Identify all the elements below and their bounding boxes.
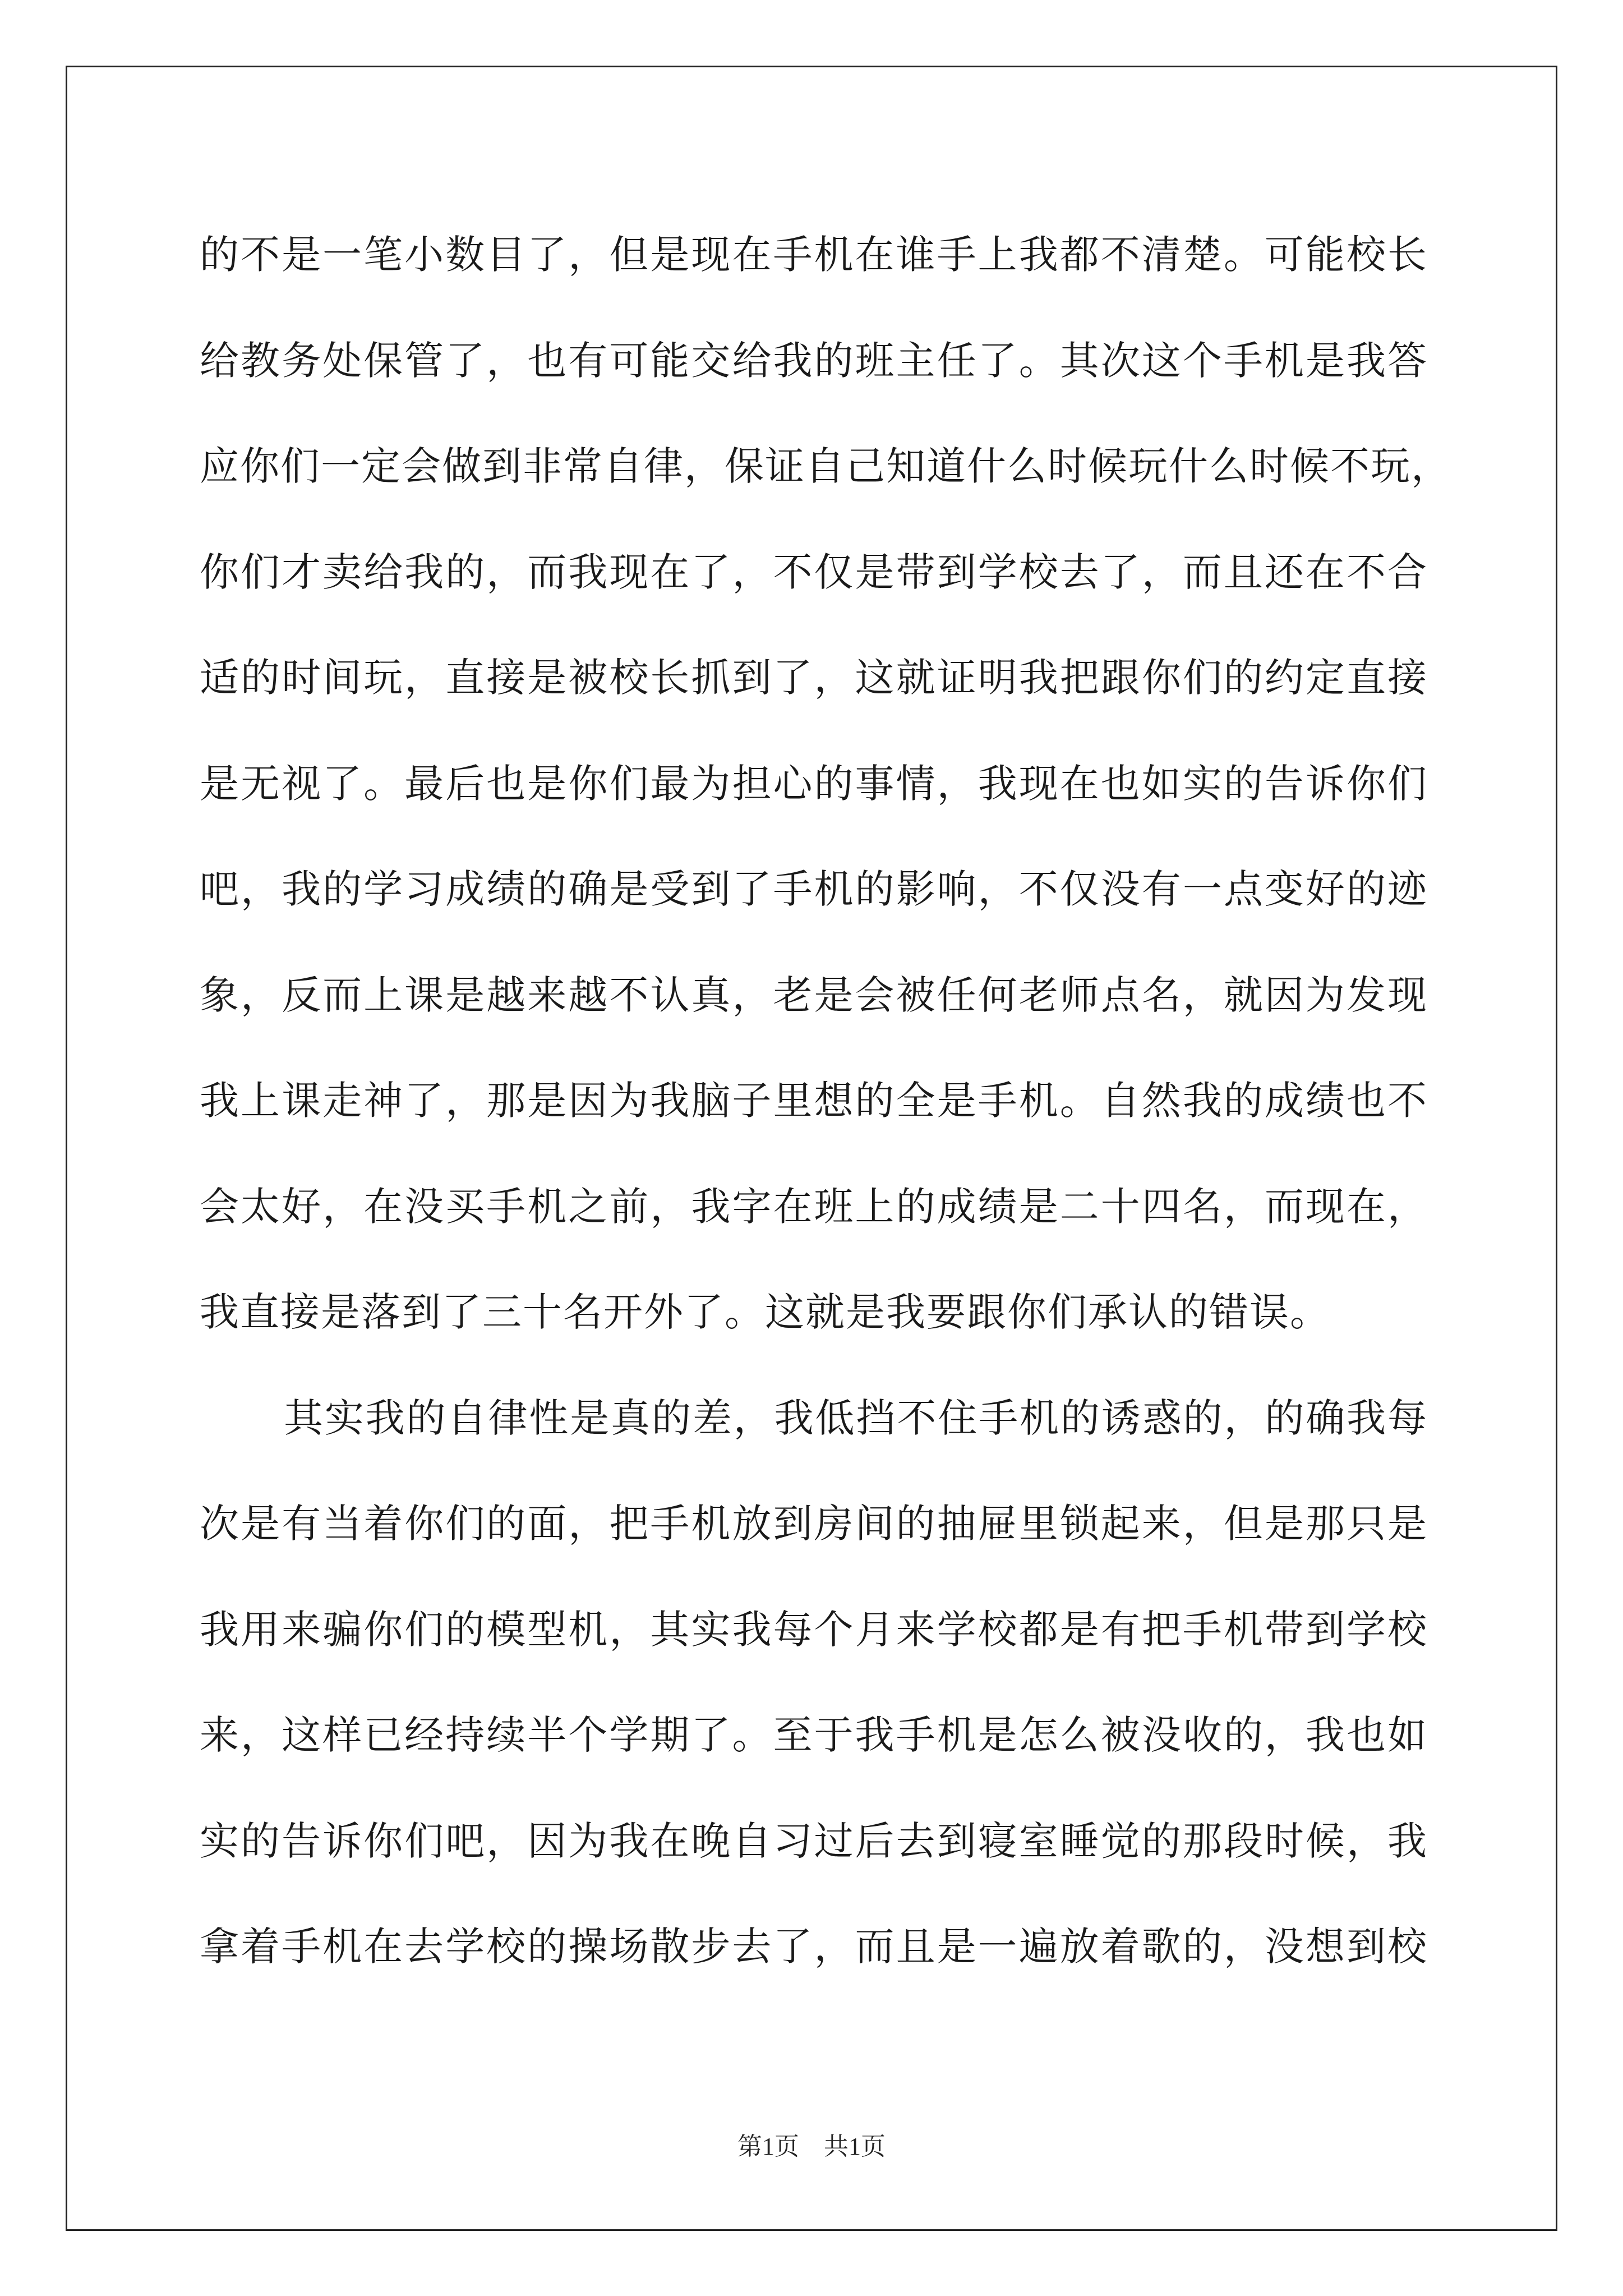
text-line: 应你们一定会做到非常自律，保证自己知道什么时候玩什么时候不玩， [200, 443, 1451, 489]
text-line: 给教务处保管了，也有可能交给我的班主任了。其次这个手机是我答 [200, 337, 1428, 384]
text-line: 会太好，在没买手机之前，我字在班上的成绩是二十四名，而现在， [200, 1183, 1428, 1230]
text-line: 来，这样已经持续半个学期了。至于我手机是怎么被没收的，我也如 [200, 1712, 1428, 1758]
text-line: 次是有当着你们的面，把手机放到房间的抽屉里锁起来，但是那只是 [200, 1501, 1428, 1547]
text-line: 我用来骗你们的模型机，其实我每个月来学校都是有把手机带到学校 [200, 1606, 1428, 1653]
text-line: 的不是一笔小数目了，但是现在手机在谁手上我都不清楚。可能校长 [200, 232, 1428, 278]
text-line: 你们才卖给我的，而我现在了，不仅是带到学校去了，而且还在不合 [200, 549, 1428, 595]
document-body [200, 202, 1451, 2000]
text-line: 象，反而上课是越来越不认真，老是会被任何老师点名，就因为发现 [200, 972, 1428, 1018]
text-line: 实的告诉你们吧，因为我在晚自习过后去到寝室睡觉的那段时候，我 [200, 1818, 1428, 1864]
text-line: 适的时间玩，直接是被校长抓到了，这就证明我把跟你们的约定直接 [200, 655, 1428, 701]
text-line: 拿着手机在去学校的操场散步去了，而且是一遍放着歌的，没想到校 [200, 1924, 1428, 1970]
text-line: 我上课走神了，那是因为我脑子里想的全是手机。自然我的成绩也不 [200, 1078, 1428, 1124]
text-line: 是无视了。最后也是你们最为担心的事情，我现在也如实的告诉你们 [200, 760, 1428, 807]
page-number-footer: 第1页 共1页 [737, 2133, 886, 2160]
text-line: 吧，我的学习成绩的确是受到了手机的影响，不仅没有一点变好的迹 [200, 866, 1428, 912]
text-line: 其实我的自律性是真的差，我低挡不住手机的诱惑的，的确我每 [284, 1395, 1428, 1441]
text-line: 我直接是落到了三十名开外了。这就是我要跟你们承认的错误。 [200, 1289, 1330, 1335]
